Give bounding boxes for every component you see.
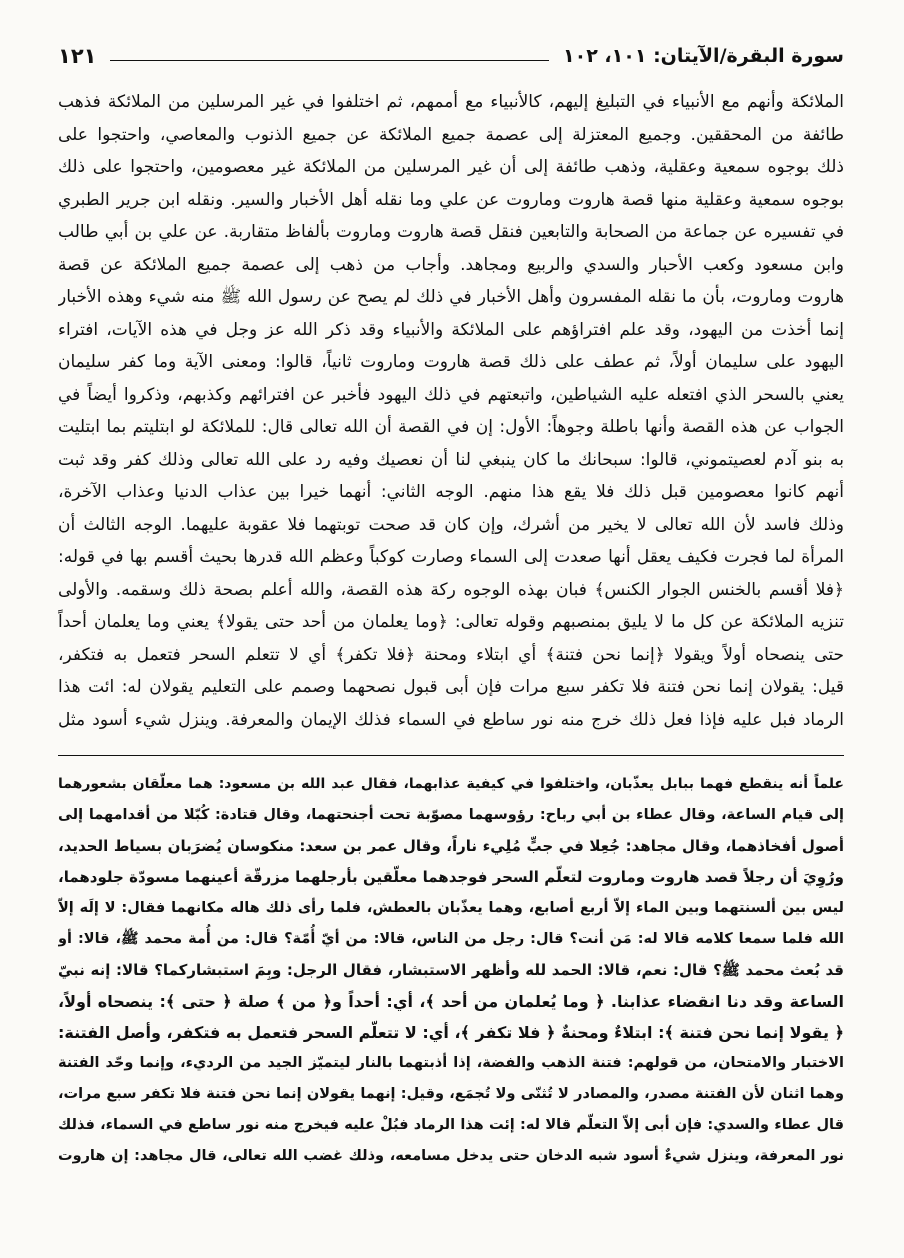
running-header [58, 42, 844, 70]
footnote-text-line: إلى قيام الساعة، وقال عطاء بن أبي رباح: رؤوسهما مصوّبة تحت أجنحتهما، وقال قتادة: كُبّلا من أقدامهما إلى [58, 807, 844, 823]
main-text-line: وذلك فاسد لأن الله تعالى لا يخير من أشرك، وإن كان قد صحت توبتهما فلا عقوبة عليهما. الوجه الثالث أن [58, 514, 844, 535]
footnote-text-line: الاختبار والامتحان، من قولهم: فتنة الذهب والفضة، إذا أذبتهما بالنار ليتميّز الجيد من الرديء، وإنما وحّد الفتنة [58, 1055, 844, 1071]
footnote-text-line: الله فلما سمعا كلامه قالا له: مَن أنت؟ قال: رجل من الناس، قالا: من أيّ أُمّة؟ قال: من أُمة محمد ﷺ، قالا: أو [58, 931, 844, 947]
footnote-text-line: ليس بين ألسنتهما وبين الماء إلاّ أربع أصابع، وهما يعذّبان بالعطش، فلما رأى ذلك هاله مكانهما فقال: لا إلَه إلاّ [58, 900, 844, 916]
footnote-text-line: وهما اثنان لأن الفتنة مصدر، والمصادر لا تُثنّى ولا تُجمَع، وقيل: إنهما يقولان إنما نحن فتنة فلا تكفر سبع مرات، [58, 1086, 844, 1102]
main-text-line: ذلك بوجوه سمعية وعقلية، وذهب طائفة إلى أن غير المرسلين من الملائكة غير معصومين، واحتجوا على ذلك [58, 157, 844, 177]
footnote-text-line: قال عطاء والسدي: فإن أبى إلاّ التعلّم قالا له: إئت هذا الرماد فبُلْ عليه فيخرج منه نور ساطع في السماء، فذلك [58, 1117, 844, 1133]
main-text-line: طائفة من المحققين. وجميع المعتزلة إلى عصمة جميع الملائكة عن جميع الذنوب والمعاصي، واحتجوا على [58, 124, 844, 145]
main-text-line: ﴿فلا أقسم بالخنس الجوار الكنس﴾ فبان بهذه الوجوه ركة هذه القصة، والله أعلم بصحة ذلك وسقمه. والأولى [58, 579, 844, 600]
footnote-separator [58, 755, 844, 756]
footnote-text-line: نور المعرفة، وينزل شيءٌ أسود شبه الدخان حتى يدخل مسامعه، وذلك غضب الله تعالى، قال مجاهد: إن هاروت [58, 1148, 844, 1164]
main-text-line: تنزيه الملائكة عن كل ما لا يليق بمنصبهم وقوله تعالى: ﴿وما يعلمان من أحد حتى يقولا﴾ يعني وما يعلمان أحداً [58, 612, 844, 632]
main-text-line: اليهود على سليمان أولاً، ثم عطف على ذلك قصة هاروت وماروت ثانياً، قالوا: ومعنى الآية وما كفر سليمان [58, 352, 844, 372]
main-text-line: به بنو آدم لعصيتموني، قالوا: سبحانك ما كان ينبغي لنا أن نعصيك وفيه رد على الله تعالى وذلك كفر وقد ثبت [58, 449, 844, 470]
footnote-text-line: علماً أنه ينقطع فهما ببابل يعذّبان، واختلفوا في كيفية عذابهما، فقال عبد الله بن مسعود: هما معلّقان بشعورهما [58, 776, 844, 792]
header-rule [110, 60, 549, 61]
main-text-line: هاروت وماروت، بأن ما نقله المفسرون وأهل الأخبار في ذلك لم يصح عن رسول الله ﷺ منه شيء وهذه الأخبار [58, 287, 844, 307]
main-text-line: إنما أخذت من اليهود، وقد علم افتراؤهم على الملائكة والأنبياء وقد ذكر الله عز وجل في هذه الآيات، افتراء [58, 319, 844, 340]
footnote-text-line: أصول أفخاذهما، وقال مجاهد: جُعِلا في جبٍّ مُلِيء ناراً، وقال عمر بن سعد: منكوسان يُضرَبان بسياط الحديد، [58, 837, 844, 855]
main-text-line: الملائكة وأنهم مع الأنبياء في التبليغ إليهم، كالأنبياء مع أممهم، ثم اختلفوا في غير المرسلين من الملائكة فذهب [58, 92, 844, 112]
main-text-line: وابن مسعود وكعب الأحبار والسدي والربيع ومجاهد. وأجاب من ذهب إلى عصمة جميع الملائكة عن قصة [58, 254, 844, 275]
footnote-text-line: ورُوِيَ أن رجلاً قصد هاروت وماروت لتعلّم السحر فوجدهما معلّقين بأرجلهما مزرقّة أعينهما مسودّة جلودهما، [58, 868, 844, 886]
main-text-line: قيل: يقولان إنما نحن فتنة فلا تكفر سبع مرات فإن أبى قبول نصحهما وصمم على التعليم يقولان له: ائت هذا [58, 677, 844, 697]
main-text-line: الرماد فبل عليه فإذا فعل ذلك خرج منه نور ساطع في السماء فذلك الإيمان والمعرفة. وينزل شيء أسود مثل [58, 709, 844, 730]
footnote-section [58, 769, 844, 1172]
footnote-text-line: الساعة وقد دنا انقضاء عذابنا. ﴿ وما يُعلمان من أحد ﴾، أي: أحداً و﴿ من ﴾ صلة ﴿ حتى ﴾: ينصحاه أولاً، [58, 992, 844, 1011]
footnote-text-line: ﴿ يقولا إنما نحن فتنة ﴾: ابتلاءٌ ومحنةٌ ﴿ فلا تكفر ﴾، أي: لا تتعلّم السحر فتعمل به فتكفر، وأصل الفتنة: [58, 1023, 844, 1042]
main-commentary [58, 86, 844, 736]
main-text-line: بوجوه سمعية وعقلية منها قصة هاروت وماروت عن علي وما نقله أهل الأخبار والسير. ونقله ابن جرير الطبري [58, 189, 844, 210]
main-text-line: حتى ينصحاه أولاً ويقولا ﴿إنما نحن فتنة﴾ أي ابتلاء ومحنة ﴿فلا تكفر﴾ أي لا تتعلم السحر فتعمل به فتكفر، [58, 644, 844, 665]
main-text-line: في تفسيره عن جماعة من الصحابة والتابعين فنقل قصة هاروت وماروت بألفاظ متقاربة. عن علي بن أبي طالب [58, 222, 844, 242]
surah-header-title: سورة البقرة/الآيتان: ١٠١، ١٠٢ [563, 45, 844, 67]
main-text-line: يعني بالسحر الذي افتعله عليه الشياطين، واتبعتهم في ذلك اليهود فأخبر عن افترائهم وكذبهم، وذكروا أيضاً في [58, 384, 844, 405]
main-text-line: أنهم كانوا معصومين قبل ذلك فلا يقع هذا منهم. الوجه الثاني: أنهما خيرا بين عذاب الدنيا وعذاب الآخرة، [58, 482, 844, 502]
page-number: ١٢١ [58, 44, 97, 68]
footnote-text-line: قد بُعث محمد ﷺ؟ قال: نعم، قالا: الحمد لله وأظهر الاستبشار، فقال الرجل: وبِمَ استبشاركما؟ قالا: إنه نبيّ [58, 961, 844, 979]
main-text-line: المرأة لما فجرت فكيف يعقل أنها صعدت إلى السماء وصارت كوكباً وعظم الله قدرها بحيث أقسم بها في قوله: [58, 547, 844, 567]
main-text-line: الجواب عن هذه القصة وأنها باطلة وجوهاً: الأول: إن في القصة أن الله تعالى قال: للملائكة لو ابتليتم بما ابتليت [58, 417, 844, 437]
